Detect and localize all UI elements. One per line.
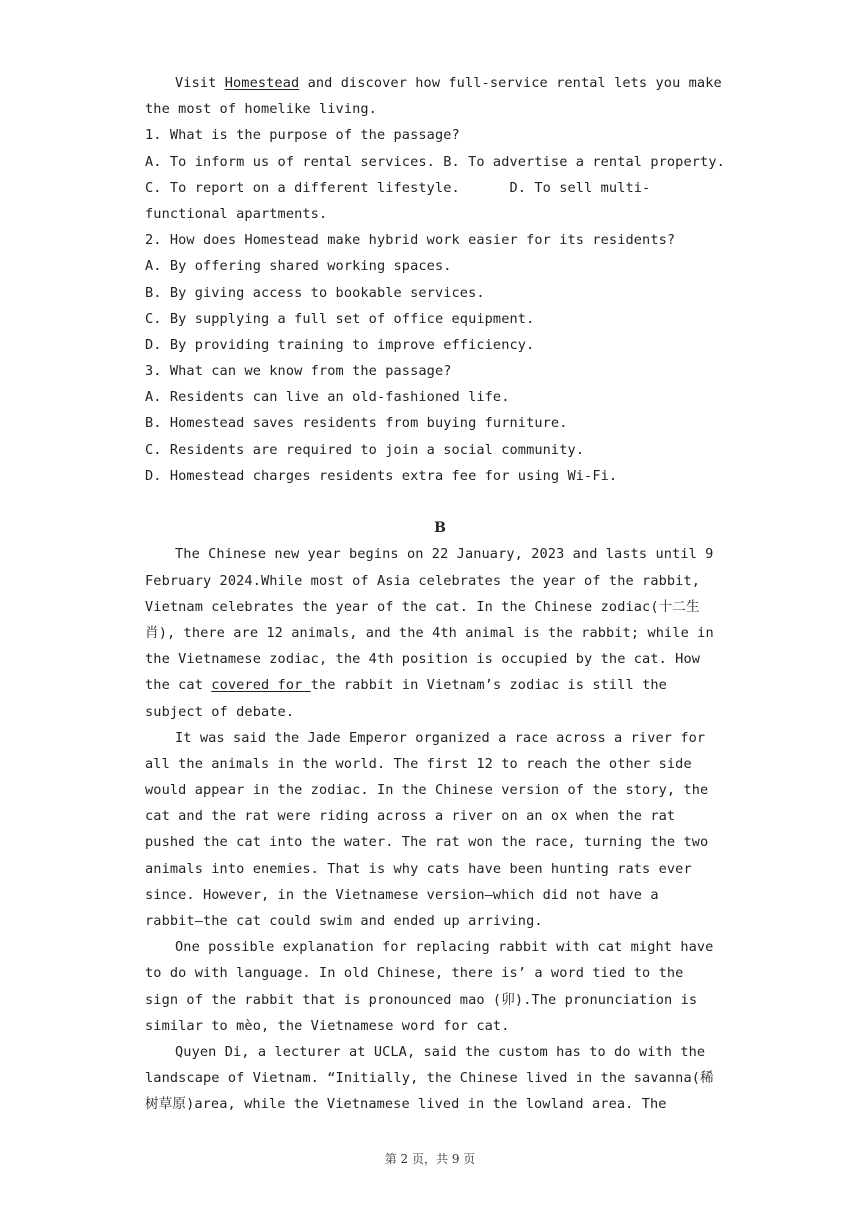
paragraph-4 [145, 1039, 735, 1118]
p1-line-1: The Chinese new year begins on 22 January, 2023 and lasts until 9 [175, 546, 714, 563]
paragraph-2 [145, 725, 735, 935]
question-2-option-a: A. By offering shared working spaces. [145, 258, 452, 275]
p3-line-2: to do with language. In old Chinese, there is’ a word tied to the [145, 965, 684, 982]
p1-line-6-post: the rabbit in Vietnam’s zodiac is still the [310, 677, 667, 694]
question-3-stem: 3. What can we know from the passage? [145, 363, 452, 380]
document-page [145, 70, 735, 1118]
p1-line-7: subject of debate. [145, 703, 295, 720]
paragraph-3 [145, 934, 735, 1039]
intro-text-1: Visit [175, 75, 225, 91]
question-3-option-c: C. Residents are required to join a social community. [145, 441, 585, 458]
intro-line-1 [145, 70, 735, 96]
question-2-option-c: C. By supplying a full set of office equipment. [145, 310, 535, 327]
p3-line-3: sign of the rabbit that is pronounced mao (卯).The pronunciation is [145, 991, 698, 1008]
question-2-stem: 2. How does Homestead make hybrid work easier for its residents? [145, 232, 676, 249]
p2-line-1: It was said the Jade Emperor organized a race across a river for [175, 729, 706, 746]
question-1-options-cd-cont: functional apartments. [145, 205, 328, 222]
p1-line-3: Vietnam celebrates the year of the cat. In the Chinese zodiac(十二生 [145, 598, 700, 615]
paragraph-1 [145, 541, 735, 724]
p3-line-1: One possible explanation for replacing rabbit with cat might have [175, 939, 714, 956]
p2-line-7: since. However, in the Vietnamese version—which did not have a [145, 886, 659, 903]
question-3-option-b: B. Homestead saves residents from buying furniture. [145, 415, 568, 432]
page-number-footer: 第 2 页，共 9 页 [384, 1152, 476, 1166]
section-heading: B [434, 520, 446, 537]
section-gap [145, 489, 735, 515]
question-1-stem: 1. What is the purpose of the passage? [145, 127, 460, 144]
p1-line-5: the Vietnamese zodiac, the 4th position is occupied by the cat. How [145, 651, 701, 668]
p1-line-6-pre: the cat [145, 677, 212, 694]
p4-line-2: landscape of Vietnam. “Initially, the Chinese lived in the savanna(稀 [145, 1070, 714, 1087]
question-1-options-ab: A. To inform us of rental services. B. To advertise a rental property. [145, 153, 725, 170]
p4-line-1: Quyen Di, a lecturer at UCLA, said the custom has to do with the [175, 1043, 706, 1060]
p1-line-4: 肖), there are 12 animals, and the 4th animal is the rabbit; while in [145, 624, 714, 641]
question-3-option-d: D. Homestead charges residents extra fee for using Wi-Fi. [145, 467, 618, 484]
homestead-underlined: Homestead [224, 75, 300, 91]
question-2-option-d: D. By providing training to improve efficiency. [145, 336, 535, 353]
p1-line-6 [145, 672, 735, 698]
intro-text-2: and discover how full-service rental lets you make [299, 75, 722, 91]
p1-line-2: February 2024.While most of Asia celebrates the year of the rabbit, [145, 572, 701, 589]
p3-line-4: similar to mèo, the Vietnamese word for cat. [145, 1017, 510, 1034]
covered-for-underlined: covered for [211, 677, 311, 694]
question-3-option-a: A. Residents can live an old-fashioned life. [145, 389, 510, 406]
question-1-options-cd: C. To report on a different lifestyle. D. To sell multi- [145, 179, 651, 196]
p2-line-2: all the animals in the world. The first 12 to reach the other side [145, 755, 692, 772]
intro-line-2: the most of homelike living. [145, 101, 377, 118]
p2-line-5: pushed the cat into the water. The rat won the race, turning the two [145, 834, 709, 851]
question-2-option-b: B. By giving access to bookable services. [145, 284, 485, 301]
p2-line-8: rabbit—the cat could swim and ended up arriving. [145, 913, 543, 929]
p2-line-6: animals into enemies. That is why cats have been hunting rats ever [145, 860, 692, 877]
p2-line-3: would appear in the zodiac. In the Chinese version of the story, the [145, 782, 709, 799]
p4-line-3: 树草原)area, while the Vietnamese lived in the lowland area. The [145, 1096, 667, 1113]
p2-line-4: cat and the rat were riding across a river on an ox when the rat [145, 808, 676, 825]
